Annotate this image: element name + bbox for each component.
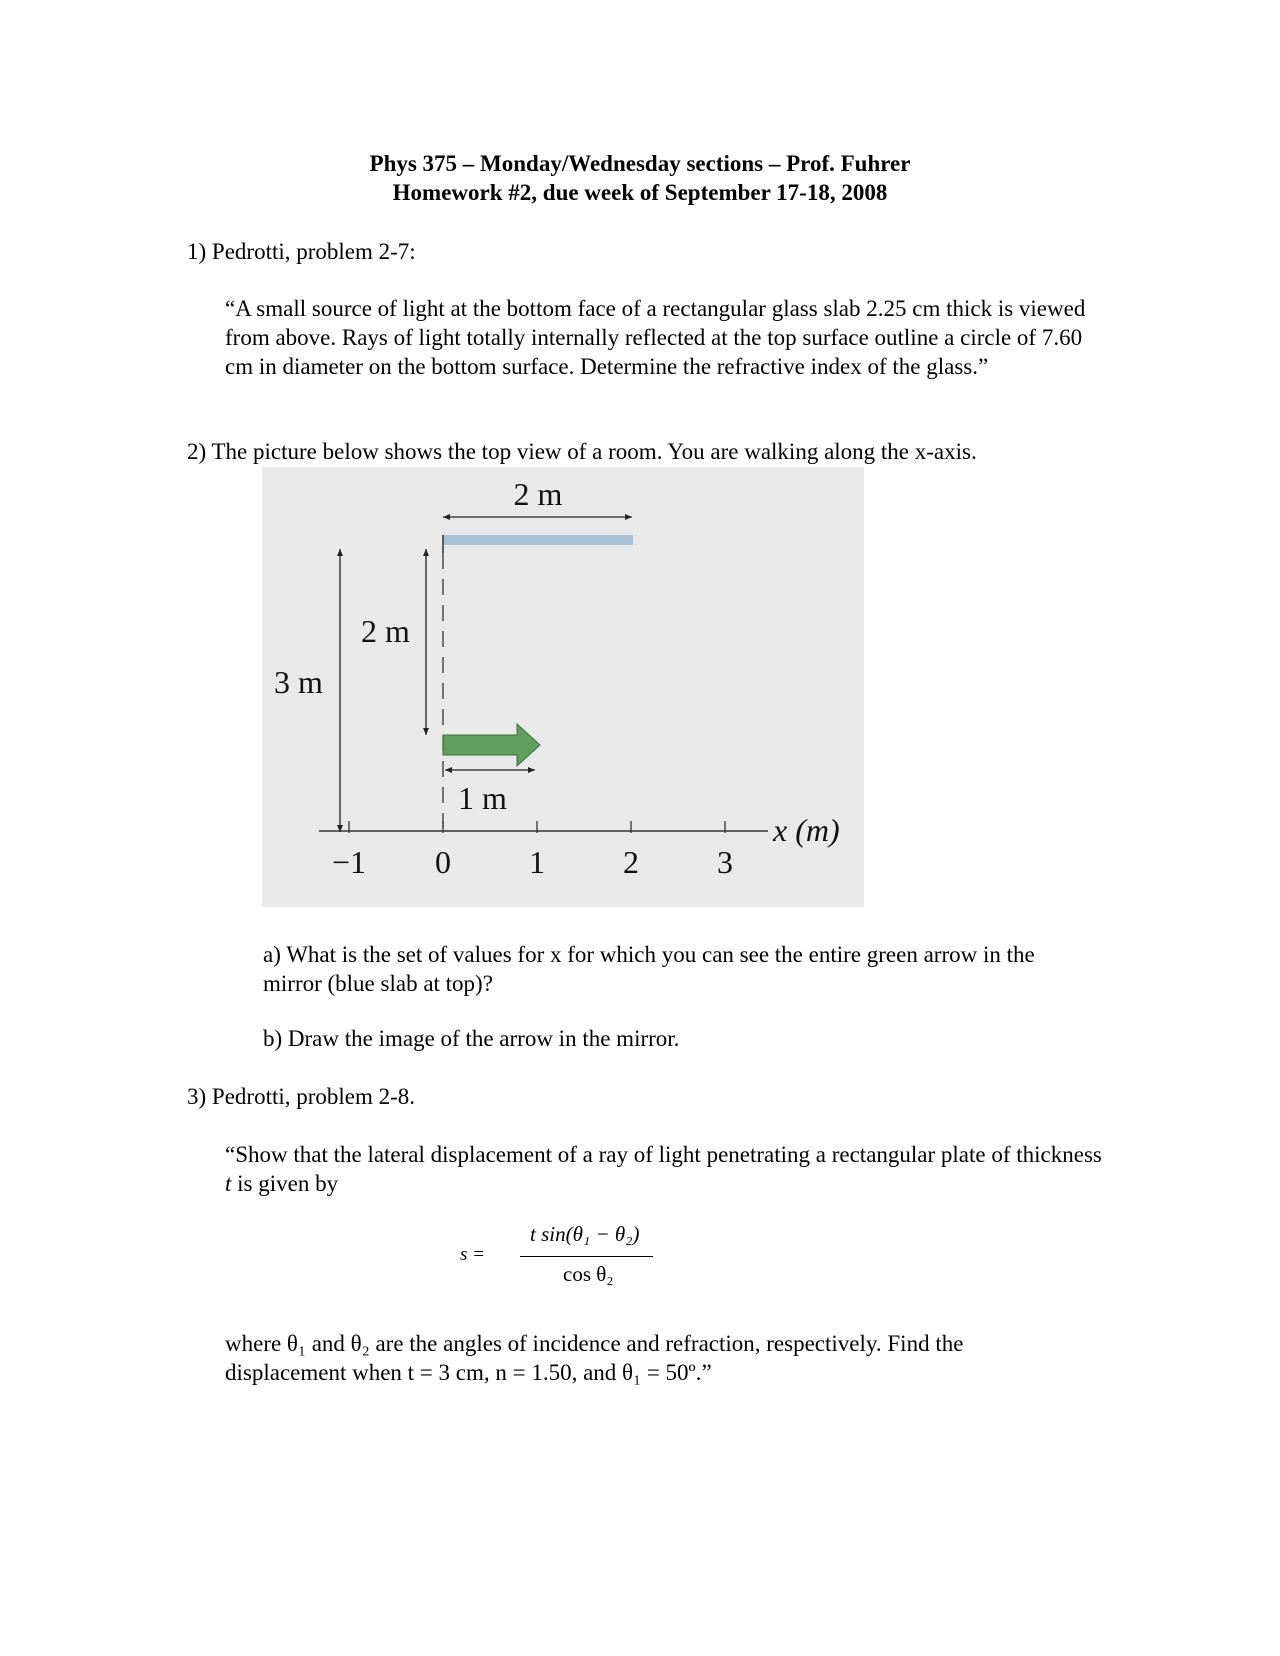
mirror-slab	[443, 535, 633, 545]
x-axis-label: x (m)	[773, 812, 840, 848]
room-diagram	[262, 467, 864, 907]
formula-numerator: t sin(θ₁ − θ₂)	[530, 1222, 640, 1246]
arrow-length-label: 1 m	[458, 780, 507, 816]
x-axis-tick-label: 3	[717, 844, 733, 880]
problem-1-quote: “A small source of light at the bottom face of a rectangular glass slab 2.25 cm thick is viewed from above. Rays of light totally internally reflected at the top surface outline a circle of 7.60 cm in diameter on the bottom surface. Determine the refractive index of the glass.”	[225, 296, 1086, 379]
problem-2-part-a: a) What is the set of values for x for which you can see the entire green arrow in the mirror (blue slab at top)?	[263, 942, 1035, 996]
x-axis-tick-label: 0	[435, 844, 451, 880]
page-title: Phys 375 – Monday/Wednesday sections – Prof. Fuhrer	[369, 151, 911, 176]
problem-2-heading: 2) The picture below shows the top view of a room. You are walking along the x-axis.	[187, 439, 977, 464]
outer-height-label: 3 m	[274, 664, 323, 700]
x-axis-tick-label: −1	[331, 844, 367, 880]
formula-fraction-bar	[520, 1256, 653, 1257]
problem-3-quote-var: t	[225, 1171, 232, 1196]
green-arrow	[443, 724, 540, 766]
x-axis-ticks	[332, 821, 733, 880]
formula-denominator: cos θ₂	[563, 1262, 614, 1286]
problem-3-quote	[225, 1140, 1105, 1198]
problem-3-quote-text-2: is given by	[231, 1171, 339, 1196]
mirror-width-label: 2 m	[513, 476, 563, 512]
page-subtitle: Homework #2, due week of September 17-18, 2008	[392, 180, 888, 205]
problem-3-quote-text-1: “Show that the lateral displacement of a ray of light penetrating a rectangular plate of thickness	[225, 1142, 1102, 1167]
problem-1-heading: 1) Pedrotti, problem 2-7:	[187, 239, 416, 264]
x-axis-tick-label: 1	[529, 844, 545, 880]
displacement-formula	[460, 1222, 680, 1292]
room-figure	[262, 467, 864, 907]
problem-3-heading: 3) Pedrotti, problem 2-8.	[187, 1084, 416, 1109]
x-axis-tick-label: 2	[623, 844, 639, 880]
inner-height-label: 2 m	[361, 613, 410, 649]
formula-lhs: s =	[460, 1244, 485, 1265]
problem-2-part-b: b) Draw the image of the arrow in the mirror.	[263, 1026, 680, 1051]
problem-3-where-line-1: where θ₁ and θ₂ are the angles of incidence and refraction, respectively. Find the	[225, 1331, 964, 1356]
problem-3-where-line-2: displacement when t = 3 cm, n = 1.50, and θ₁ = 50º.”	[225, 1360, 712, 1385]
